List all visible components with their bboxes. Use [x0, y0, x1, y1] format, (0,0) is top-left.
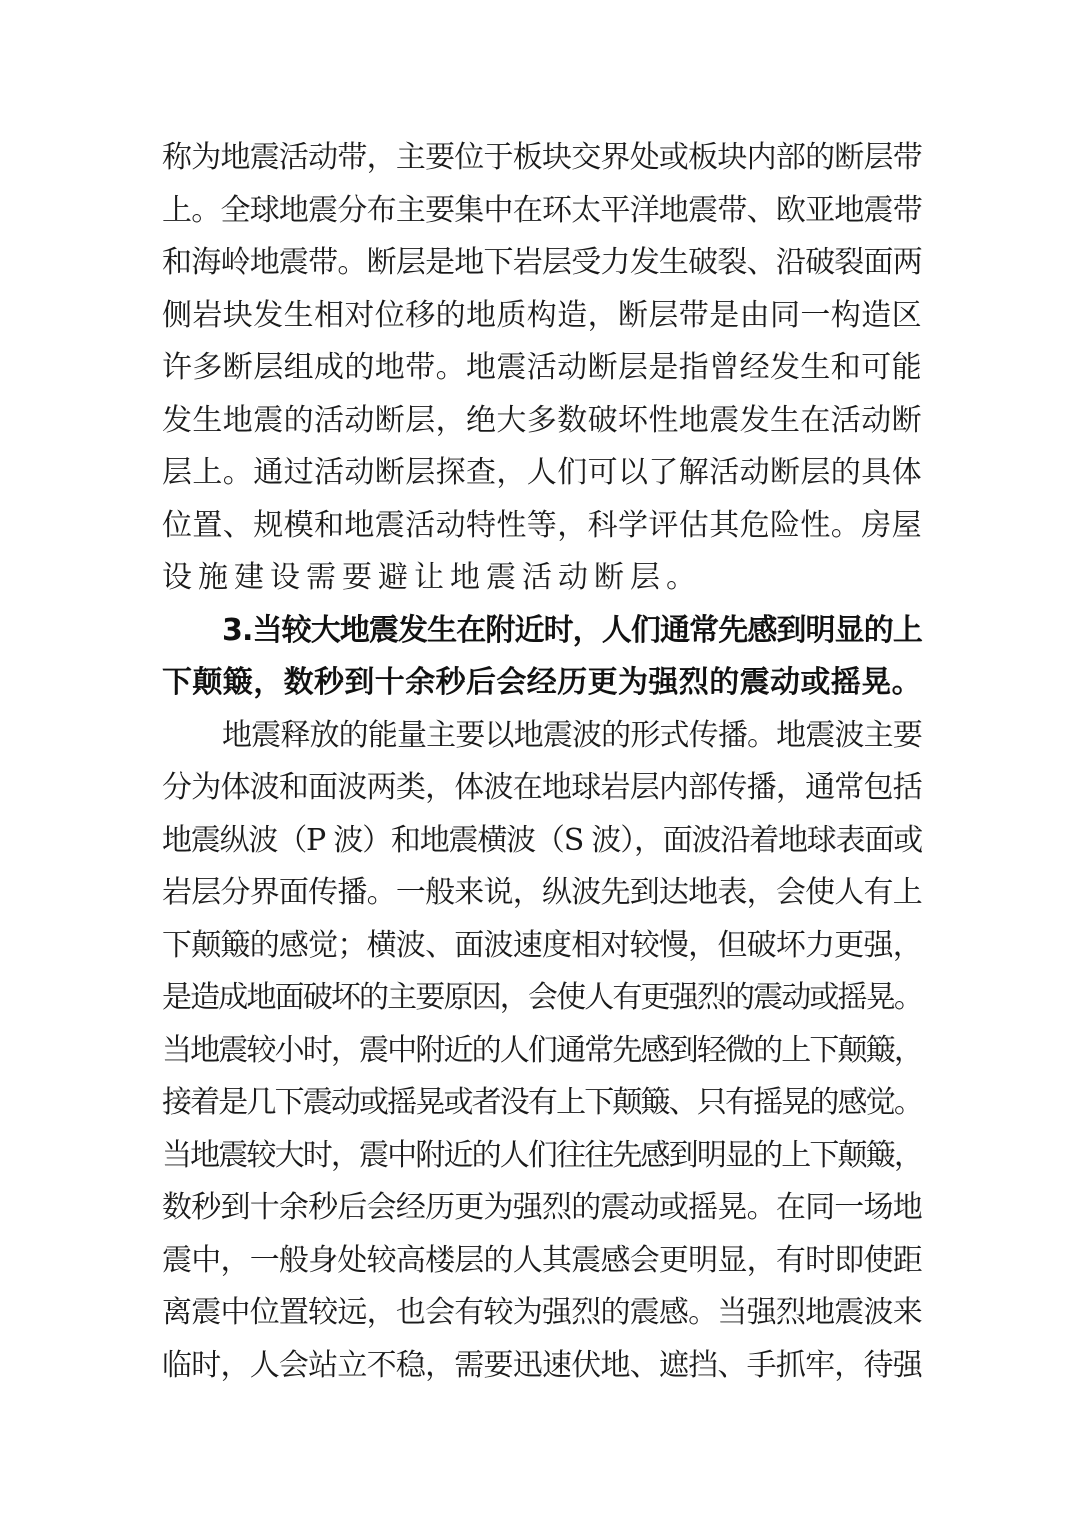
text-line: 许多断层组成的地带。地震活动断层是指曾经发生和可能 — [162, 350, 922, 385]
text-line: 位置、规模和地震活动特性等，科学评估其危险性。房屋 — [162, 507, 922, 543]
section-heading-line: 下颠簸，数秒到十余秒后会经历更为强烈的震动或摇晃。 — [162, 665, 922, 700]
text-line: 设施建设需要避让地震活动断层。 — [162, 560, 702, 595]
text-line: 层上。通过活动断层探查，人们可以了解活动断层的具体 — [162, 455, 922, 490]
text-line: 当地震较小时，震中附近的人们通常先感到轻微的上下颠簸， — [162, 1032, 922, 1068]
text-line: 上。全球地震分布主要集中在环太平洋地震带、欧亚地震带 — [162, 192, 922, 228]
text-line: 分为体波和面波两类，体波在地球岩层内部传播，通常包括 — [162, 770, 922, 805]
text-line: 数秒到十余秒后会经历更为强烈的震动或摇晃。在同一场地 — [162, 1190, 922, 1225]
text-line: 当地震较大时，震中附近的人们往往先感到明显的上下颠簸， — [162, 1137, 922, 1173]
text-line: 下颠簸的感觉；横波、面波速度相对较慢，但破坏力更强， — [162, 927, 922, 963]
text-line: 侧岩块发生相对位移的地质构造，断层带是由同一构造区 — [162, 297, 922, 333]
section-heading-line: 3.当较大地震发生在附近时，人们通常先感到明显的上 — [222, 612, 922, 648]
text-line: 发生地震的活动断层，绝大多数破坏性地震发生在活动断 — [162, 402, 922, 438]
text-line: 和海岭地震带。断层是地下岩层受力发生破裂、沿破裂面两 — [162, 245, 922, 280]
text-line: 地震纵波（P 波）和地震横波（S 波），面波沿着地球表面或 — [162, 822, 922, 858]
body-text — [162, 132, 922, 1392]
text-line: 接着是几下震动或摇晃或者没有上下颠簸、只有摇晃的感觉。 — [162, 1085, 922, 1120]
text-line: 岩层分界面传播。一般来说，纵波先到达地表，会使人有上 — [162, 875, 922, 910]
paragraph-first-line: 地震释放的能量主要以地震波的形式传播。地震波主要 — [222, 717, 922, 753]
text-line: 离震中位置较远，也会有较为强烈的震感。当强烈地震波来 — [162, 1295, 922, 1330]
text-line: 称为地震活动带，主要位于板块交界处或板块内部的断层带 — [162, 140, 922, 175]
text-line: 临时，人会站立不稳，需要迅速伏地、遮挡、手抓牢，待强 — [162, 1347, 922, 1383]
text-line: 是造成地面破坏的主要原因，会使人有更强烈的震动或摇晃。 — [162, 980, 922, 1015]
text-line: 震中，一般身处较高楼层的人其震感会更明显，有时即使距 — [162, 1242, 922, 1278]
